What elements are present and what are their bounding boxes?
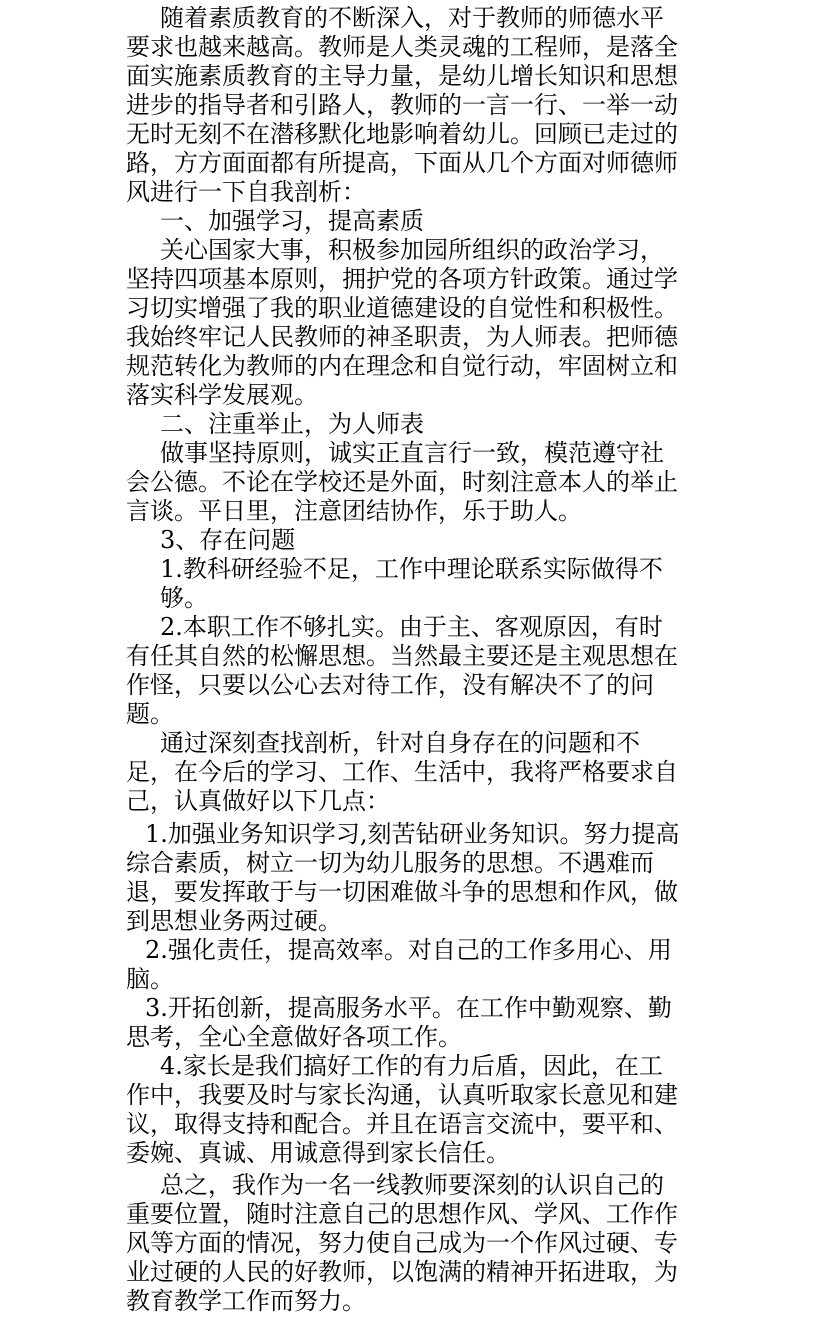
text-line: 风等方面的情况，努力使自己成为一个作风过硬、专	[126, 1229, 678, 1257]
text-line: 进步的指导者和引路人，教师的一言一行、一举一动	[126, 91, 678, 119]
text-line: 己，认真做好以下几点：	[126, 787, 390, 815]
text-line: 落实科学发展观。	[126, 381, 318, 409]
text-line: 足，在今后的学习、工作、生活中，我将严格要求自	[126, 758, 678, 786]
text-line: 做事坚持原则，诚实正直言行一致，模范遵守社	[160, 439, 664, 467]
text-line: 随着素质教育的不断深入，对于教师的师德水平	[160, 4, 664, 32]
text-line: 言谈。平日里，注意团结协作，乐于助人。	[126, 497, 582, 525]
text-line: 教育教学工作而努力。	[126, 1287, 366, 1315]
section-heading: 3、存在问题	[160, 526, 296, 554]
text-line: 脑。	[126, 965, 174, 993]
text-line: 2.本职工作不够扎实。由于主、客观原因，有时	[160, 613, 663, 641]
text-line: 风进行一下自我剖析：	[126, 178, 366, 206]
text-line: 思考，全心全意做好各项工作。	[126, 1023, 462, 1051]
text-line: 作中，我要及时与家长沟通，认真听取家长意见和建	[126, 1081, 678, 1109]
text-line: 3.开拓创新，提高服务水平。在工作中勤观察、勤	[145, 994, 672, 1022]
text-line: 有任其自然的松懈思想。当然最主要还是主观思想在	[126, 642, 678, 670]
text-line: 关心国家大事，积极参加园所组织的政治学习，	[160, 236, 664, 264]
text-line: 通过深刻查找剖析，针对自身存在的问题和不	[160, 729, 640, 757]
text-line: 面实施素质教育的主导力量，是幼儿增长知识和思想	[126, 62, 678, 90]
text-line: 无时无刻不在潜移默化地影响着幼儿。回顾已走过的	[126, 120, 678, 148]
text-line: 路，方方面面都有所提高，下面从几个方面对师德师	[126, 149, 678, 177]
text-line: 1.加强业务知识学习,刻苦钻研业务知识。努力提高	[145, 820, 680, 848]
text-line: 规范转化为教师的内在理念和自觉行动，牢固树立和	[126, 352, 678, 380]
text-line: 2.强化责任，提高效率。对自己的工作多用心、用	[145, 936, 672, 964]
text-line: 综合素质，树立一切为幼儿服务的思想。不遇难而	[126, 849, 654, 877]
text-line: 作怪，只要以公心去对待工作，没有解决不了的问	[126, 671, 654, 699]
text-line: 习切实增强了我的职业道德建设的自觉性和积极性。	[126, 294, 678, 322]
text-line: 到思想业务两过硬。	[126, 907, 342, 935]
text-line: 坚持四项基本原则，拥护党的各项方针政策。通过学	[126, 265, 678, 293]
text-line: 会公德。不论在学校还是外面，时刻注意本人的举止	[126, 468, 678, 496]
section-heading: 一、加强学习，提高素质	[160, 207, 424, 235]
text-line: 重要位置，随时注意自己的思想作风、学风、工作作	[126, 1200, 678, 1228]
text-line: 委婉、真诚、用诚意得到家长信任。	[126, 1139, 510, 1167]
text-line: 要求也越来越高。教师是人类灵魂的工程师，是落全	[126, 33, 678, 61]
text-line: 业过硬的人民的好教师，以饱满的精神开拓进取，为	[126, 1258, 678, 1286]
section-heading: 二、注重举止，为人师表	[160, 410, 424, 438]
text-line: 够。	[160, 584, 208, 612]
text-line: 我始终牢记人民教师的神圣职责，为人师表。把师德	[126, 323, 678, 351]
text-line: 1.教科研经验不足，工作中理论联系实际做得不	[160, 555, 663, 583]
text-line: 4.家长是我们搞好工作的有力后盾，因此，在工	[160, 1052, 663, 1080]
text-line: 总之，我作为一名一线教师要深刻的认识自己的	[160, 1171, 664, 1199]
text-line: 退，要发挥敢于与一切困难做斗争的思想和作风，做	[126, 878, 678, 906]
text-line: 议，取得支持和配合。并且在语言交流中，要平和、	[126, 1110, 678, 1138]
text-line: 题。	[126, 700, 174, 728]
